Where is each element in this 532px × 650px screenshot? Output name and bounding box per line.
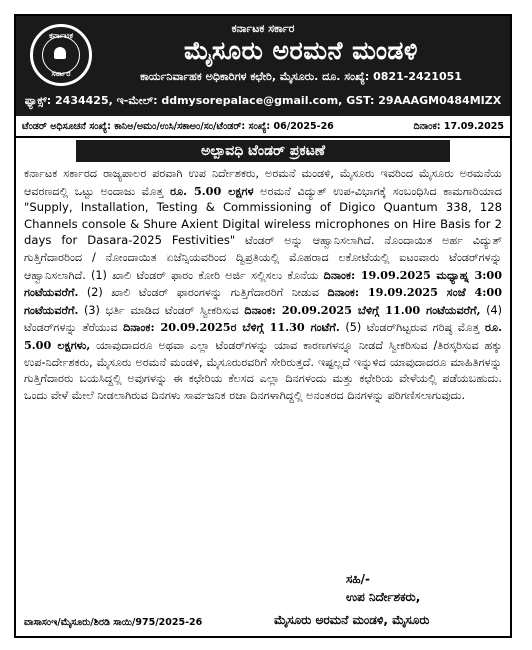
body-part-1: ಕರ್ನಾಟಕ ಸರ್ಕಾರದ ರಾಜ್ಯಪಾಲರ ಪರವಾಗಿ ಉಪ ನಿರ್ದೇಶಕರು, ಅರಮನೆ ಮಂಡಳಿ, ಮೈಸೂರು ಇವರಿಂದ ಮೈಸೂರು ಅರಮನೆಯ ಆವರಣದಲ್ಲಿ ಒಟ್ಟು ಅಂದಾಜು ಮೊತ್ತ: [24, 167, 502, 198]
body-part-4: (2) ಖಾಲಿ ಟೆಂಡರ್ ಫಾರಂಗಳನ್ನು ಗುತ್ತಿಗೆದಾರರಿಗೆ ನೀಡುವ: [78, 286, 328, 300]
notice-date: ದಿನಾಂಕ: 17.09.2025: [413, 121, 504, 132]
government-name: ಕರ್ನಾಟಕ ಸರ್ಕಾರ: [231, 22, 295, 35]
notice-header: [16, 16, 510, 116]
opening-date: ದಿನಾಂಕ: 20.09.2025ರ ಬೆಳಿಗ್ಗೆ 11.30 ಗಂಟೆಗೆ.: [123, 320, 340, 335]
estimated-amount: ರೂ. 5.00 ಲಕ್ಷಗಳ: [170, 183, 254, 198]
body-part-3: ಟೆಂಡರ್ ಅನ್ನು ಆಹ್ವಾನಿಸಲಾಗಿದೆ. ನೊಂದಾಯಿತ ಅರ್ಹ ವಿದ್ಯುತ್ ಗುತ್ತಿಗೆದಾರರಿಂದ / ನೋಂದಾಯಿತ ಏಜೆನ್ಸಿಯವರಿಂದ ದ್ವಿಪ್ರತಿಯಲ್ಲಿ ಮೊಹರಾದ ಲಕೋಟೆಯಲ್ಲಿ ಐಟಂವಾರು ಟೆಂಡರ್‌ಗಳನ್ನು ಆಹ್ವಾನಿಸಲಾಗಿದೆ. (1) ಖಾಲಿ ಟೆಂಡರ್ ಫಾರಂ ಕೋರಿ ಅರ್ಜಿ ಸಲ್ಲಿಸಲು ಕೊನೆಯ: [24, 234, 502, 282]
form-issue-deadline: ದಿನಾಂಕ: 19.09.2025 ಸಂಜೆ 4:00 ಗಂಟೆಯವರೆಗೆ.: [24, 285, 502, 317]
body-part-2: ಅರಮನೆ ವಿದ್ಯುತ್ ಉಪ-ವಿಭಾಗಕ್ಕೆ ಸಂಬಂಧಿಸಿದ ಕಾಮಗಾರಿಯಾದ: [253, 184, 503, 198]
body-part-6: (4) ಟೆಂಡರ್‌ಗಳನ್ನು ತೆರೆಯುವ: [24, 303, 502, 335]
body-part-5: (3) ಭರ್ತಿ ಮಾಡಿದ ಟೆಂಡರ್ ಸ್ವೀಕರಿಸುವ: [78, 303, 245, 317]
board-title: ಮೈಸೂರು ಅರಮನೆ ಮಂಡಳಿ: [184, 36, 418, 65]
application-deadline: ದಿನಾಂಕ: 19.09.2025 ಮಧ್ಯಾಹ್ನ 3:00 ಗಂಟೆಯವರೆಗೆ.: [24, 267, 502, 300]
reference-bar: [16, 116, 510, 138]
tender-notification-number: ಟೆಂಡರ್ ಅಧಿಸೂಚನೆ ಸಂಖ್ಯೆ: ಕಾನಿಅ/ಅಮಂ/ಉಸಿ/ಸಕಾಅಂ/ಸಂ/ಟೆಂಡರ್: ಸಂಖ್ಯೆ: 06/2025-26: [22, 121, 334, 132]
signed-mark: ಸಹಿ/-: [346, 572, 370, 586]
notice-title: ಅಲ್ಪಾವಧಿ ಟೆಂಡರ್ ಪ್ರಕಟಣೆ: [76, 140, 450, 162]
signatory-designation: ಉಪ ನಿರ್ದೇಶಕರು,: [346, 590, 421, 604]
office-line: ಕಾರ್ಯನಿರ್ವಾಹಕ ಅಧಿಕಾರಿಗಳ ಕಛೇರಿ, ಮೈಸೂರು. ದೂ. ಸಂಖ್ಯೆ: 0821-2421051: [140, 70, 462, 83]
body-part-7: (5) ಟೆಂಡರ್‌ಗಿಟ್ಟರುವ ಗರಿಷ್ಠ ಮೊತ್ತ: [339, 321, 486, 335]
department-reference: ವಾಸಾಸಂಇ/ಮೈಸೂರು/ಶಿರಡಿ ಸಾಯಿ/975/2025-26: [24, 617, 203, 628]
maximum-amount: ರೂ. 5.00 ಲಕ್ಷಗಳು,: [24, 320, 502, 352]
emblem-top-text: ಕರ್ನಾಟಕ: [49, 31, 73, 40]
signatory-office: ಮೈಸೂರು ಅರಮನೆ ಮಂಡಳಿ, ಮೈಸೂರು: [274, 613, 430, 627]
emblem-core-icon: [54, 47, 66, 59]
submission-deadline: ದಿನಾಂಕ: 20.09.2025 ಬೆಳಿಗ್ಗೆ 11.00 ಗಂಟೆಯವರೆಗೆ,: [244, 302, 481, 317]
notice-frame: [14, 14, 512, 638]
contact-line: ಫ್ಯಾಕ್ಸ್: 2434425, ಇ-ಮೇಲ್: ddmysorepalace@gmail.com, GST: 29AAAGM0484MIZX: [24, 94, 502, 107]
work-description: "Supply, Installation, Testing & Commissioning of Digico Quantum 338, 128 Channels console & Shure Axient Digital wireless microphones on Hire Basis for 2 days for Dasara-2025 Festivities": [24, 200, 502, 248]
notice-body: [24, 166, 502, 404]
emblem-bottom-text: ಸರ್ಕಾರ: [51, 69, 71, 78]
body-part-8: ಯಾವುದಾದರೂ ಅಥವಾ ಎಲ್ಲಾ ಟೆಂಡರ್‌ಗಳನ್ನು ಯಾವ ಕಾರಣಗಳನ್ನೂ ನೀಡದೆ ಸ್ವೀಕರಿಸುವ /ತಿರಸ್ಕರಿಸುವ ಹಕ್ಕು ಉಪ-ನಿರ್ದೇಶಕರು, ಮೈಸೂರು ಅರಮನೆ ಮಂಡಳಿ, ಮೈಸೂರುರವರಿಗೆ ಸೇರಿರುತ್ತದೆ. ಇಷ್ಟಲ್ಲದೆ ಇನ್ನುಳಿದ ಯಾವುದಾದರೂ ಮಾಹಿತಿಗಳನ್ನು ಗುತ್ತಿಗೆದಾರರು ಬಯಸಿದ್ದಲ್ಲಿ ಅವುಗಳನ್ನು ಈ ಕಛೇರಿಯ ಕೆಲಸದ ಎಲ್ಲಾ ದಿನಗಳಂದು ಮತ್ತು ಕಛೇರಿಯ ವೇಳೆಯಲ್ಲಿ ಪಡೆಯಬಹುದು. ಒಂದು ವೇಳೆ ಮೇಲೆ ನೀಡಲಾಗಿರುವ ದಿನಗಳು ಸಾರ್ವಜನಿಕ ರಜಾ ದಿನಗಳಾಗಿದ್ದಲ್ಲಿ ಅನಂತರದ ದಿನಗಳನ್ನು ಪರಿಗಣಿಸಲಾಗುವುದು.: [24, 338, 502, 402]
